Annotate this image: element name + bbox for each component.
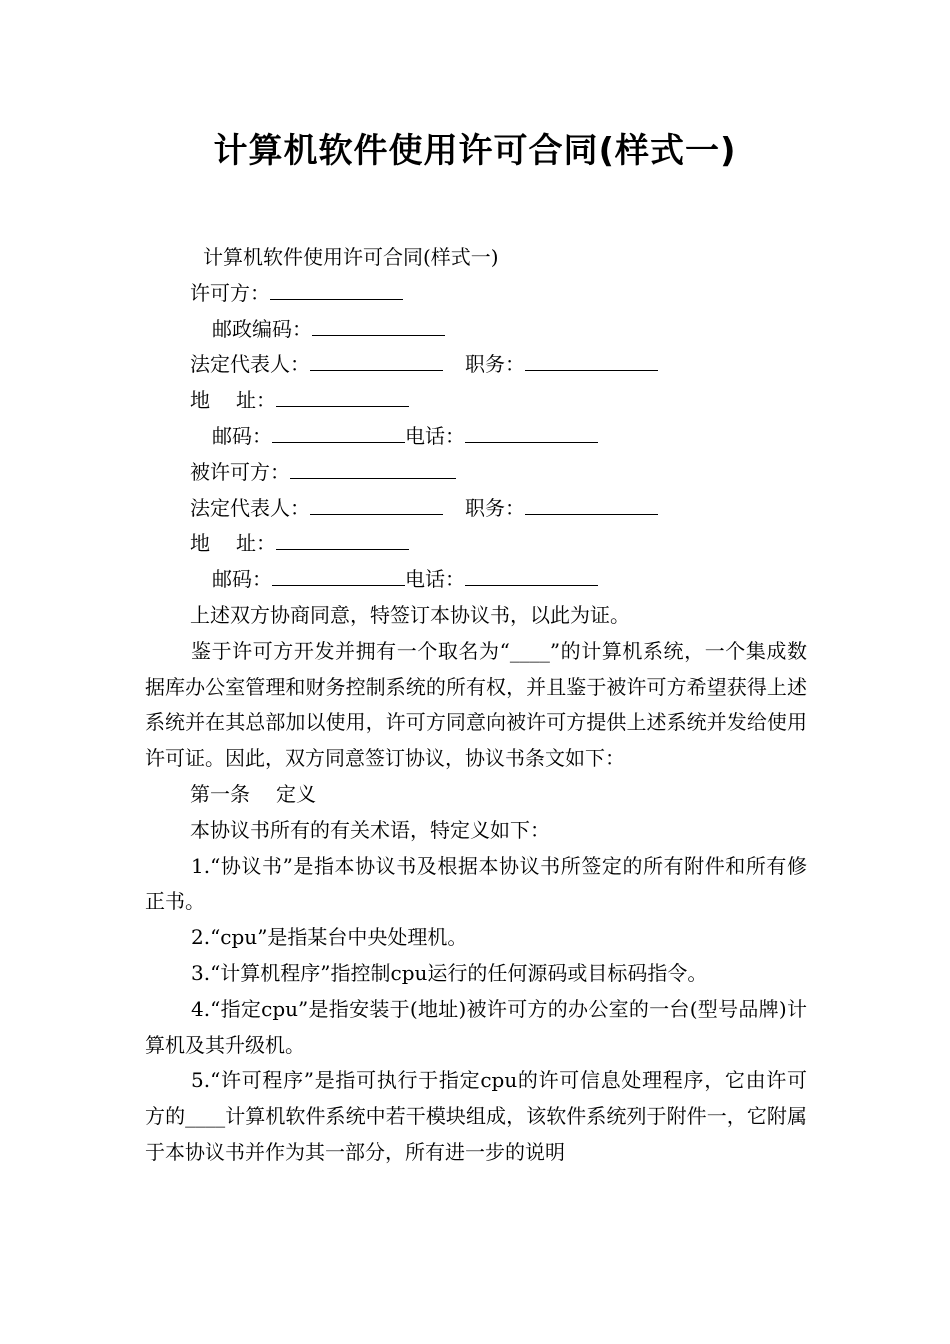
terms-intro: 本协议书所有的有关术语，特定义如下： [190,817,550,842]
address-blank [276,405,409,407]
position-label: 职务： [465,352,525,377]
zip-label: 邮码： [212,423,272,448]
postcode-label: 邮政编码： [212,316,312,341]
legal-rep-label: 法定代表人： [190,352,310,377]
licensor-address-line [145,383,807,419]
zip-blank [272,441,405,443]
definition-3: 3.“计算机程序”指控制cpu运行的任何源码或目标码指令。 [191,960,708,985]
licensee-blank [290,477,456,479]
article-1-heading [145,777,807,813]
licensee-zip-phone-line [145,562,807,598]
address-label-b: 址： [236,388,276,413]
phone-blank [465,584,598,586]
postcode-blank [312,334,445,336]
whereas-paragraph: 鉴于许可方开发并拥有一个取名为“____”的计算机系统，一个集成数据库办公室管理和财务控制系统的所有权，并且鉴于被许可方希望获得上述系统并在其总部加以使用，许可方同意向被许可方提供上述系统并发给使用许可证。因此，双方同意签订协议，协议书条文如下： [145,638,807,771]
legal-rep-blank [310,369,443,371]
subtitle: 计算机软件使用许可合同(样式一) [203,245,499,269]
legal-rep-blank [310,513,443,515]
document-body [145,240,807,1171]
definition-2: 2.“cpu”是指某台中央处理机。 [191,925,468,950]
legal-rep-label: 法定代表人： [190,495,310,520]
licensee-line [145,455,807,491]
address-label-a: 地 [190,531,210,556]
position-blank [525,369,658,371]
licensor-zip-phone-line [145,419,807,455]
licensee-address-line [145,526,807,562]
licensee-rep-line [145,491,807,527]
licensor-blank [270,298,403,300]
position-blank [525,513,658,515]
licensor-label: 许可方： [190,280,270,305]
zip-label: 邮码： [212,567,272,592]
agreement-statement: 上述双方协商同意，特签订本协议书，以此为证。 [190,602,630,627]
phone-label: 电话： [405,567,465,592]
phone-label: 电话： [405,423,465,448]
position-label: 职务： [465,495,525,520]
address-label-a: 地 [190,388,210,413]
article-title: 定义 [276,781,316,806]
definition-1: 1.“协议书”是指本协议书及根据本协议书所签定的所有附件和所有修正书。 [145,853,807,914]
article-number: 第一条 [190,781,250,806]
licensee-label: 被许可方： [190,459,290,484]
definition-5: 5.“许可程序”是指可执行于指定cpu的许可信息处理程序，它由许可方的____计算机软件系统中若干模块组成，该软件系统列于附件一，它附属于本协议书并作为其一部分，所有进一步的说明 [145,1068,807,1164]
licensor-line [145,276,807,312]
document-title: 计算机软件使用许可合同(样式一) [213,131,737,171]
phone-blank [465,441,598,443]
licensor-postcode-line [145,312,807,348]
licensor-rep-line [145,347,807,383]
address-blank [276,548,409,550]
zip-blank [272,584,405,586]
address-label-b: 址： [236,531,276,556]
definition-4: 4.“指定cpu”是指安装于(地址)被许可方的办公室的一台(型号品牌)计算机及其升级机。 [145,996,807,1057]
